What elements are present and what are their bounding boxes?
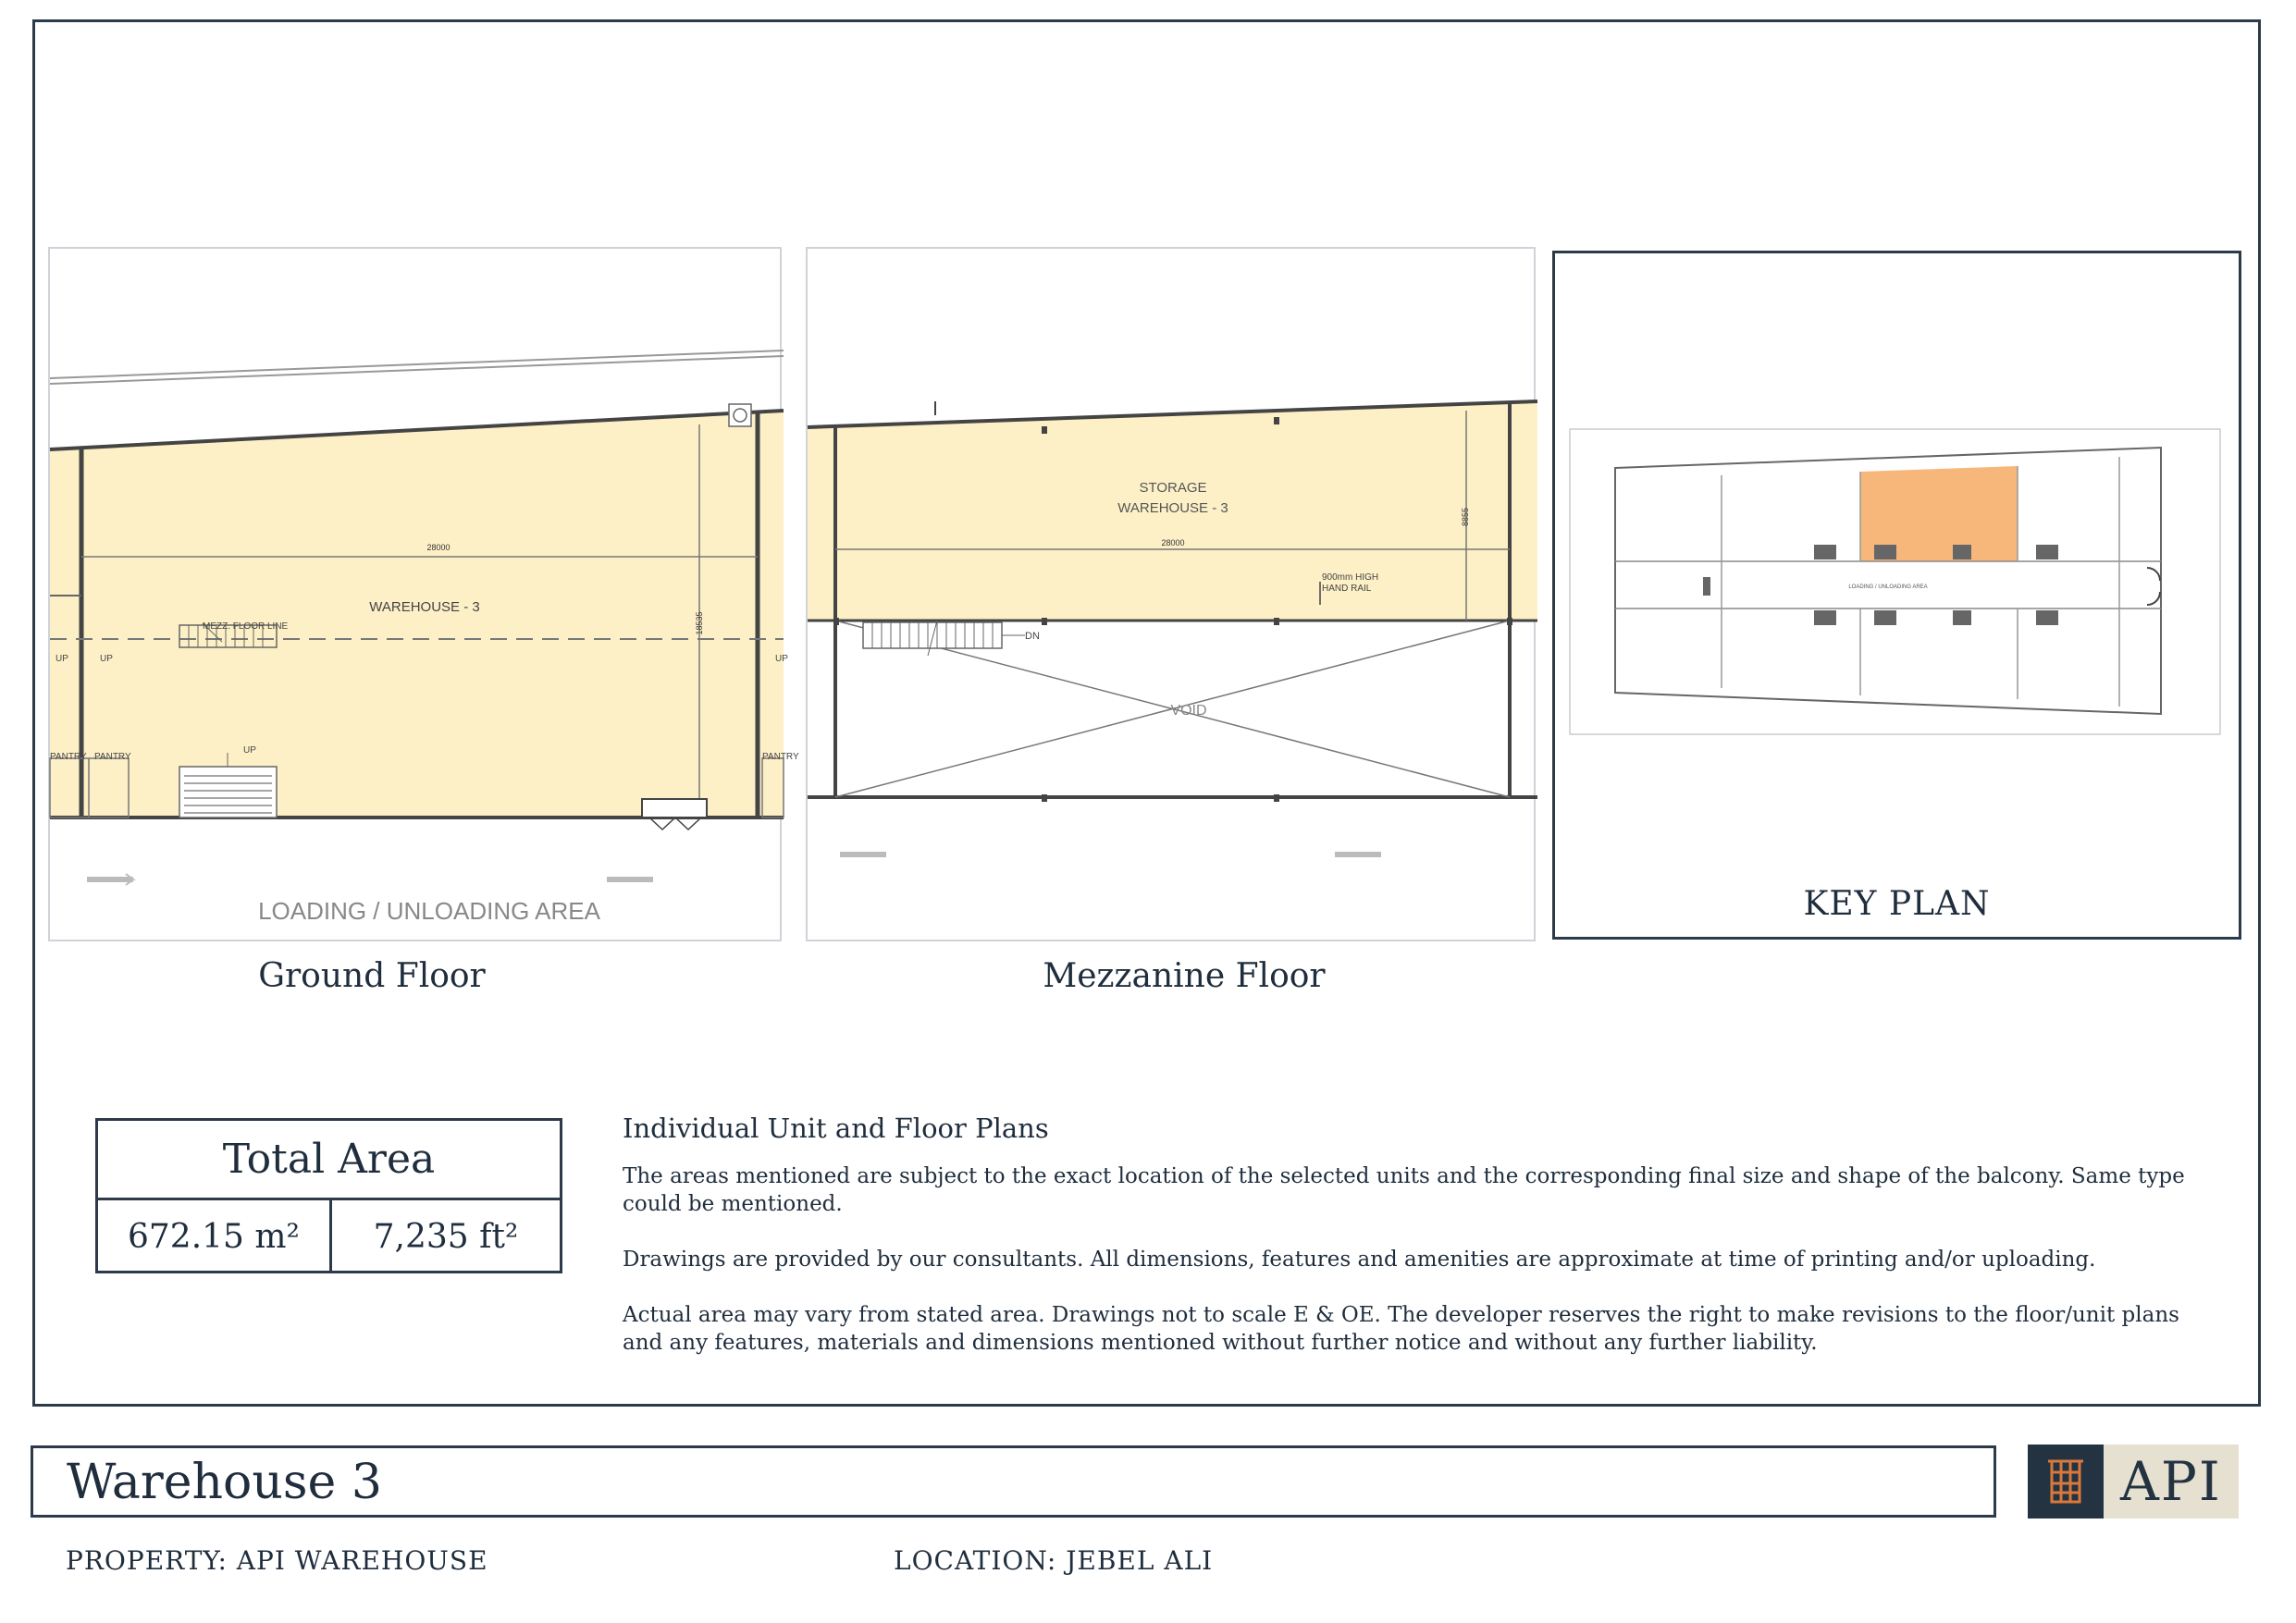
unit-title: Warehouse 3 xyxy=(67,1455,382,1510)
hand-rail-label-2: HAND RAIL xyxy=(1322,584,1372,594)
location-label: LOCATION: JEBEL ALI xyxy=(894,1545,1214,1576)
pantry-right-label: PANTRY xyxy=(762,752,799,762)
key-plan xyxy=(1552,251,2241,940)
key-plan-loading-label: LOADING / UNLOADING AREA xyxy=(1848,584,1928,590)
mezzanine-floor-drawing xyxy=(808,249,1537,943)
hand-rail-label-1: 900mm HIGH xyxy=(1322,572,1379,583)
mezz-floor-line-label: MEZZ. FLOOR LINE xyxy=(203,621,289,632)
key-plan-caption: KEY PLAN xyxy=(1803,885,1991,923)
ground-up-left: UP xyxy=(56,654,68,664)
api-logo xyxy=(2028,1445,2239,1518)
mezzanine-floor-plan xyxy=(806,247,1536,941)
key-plan-drawing xyxy=(1555,253,2244,942)
ground-loading-label: LOADING / UNLOADING AREA xyxy=(258,897,600,925)
notes-paragraph-1: The areas mentioned are subject to the exact location of the selected units and the corresponding final size and shape of the balcony. Same type could be mentioned. xyxy=(623,1164,2185,1216)
ground-floor-drawing xyxy=(50,249,799,943)
ground-floor-plan xyxy=(48,247,799,941)
total-area-box xyxy=(95,1118,562,1273)
ground-dim-depth: 18535 xyxy=(695,611,704,635)
mezz-dn-label: DN xyxy=(1025,631,1040,642)
ground-dim-width: 28000 xyxy=(426,543,451,552)
logo-building-icon xyxy=(2028,1445,2104,1518)
total-area-title: Total Area xyxy=(98,1121,560,1200)
property-label: PROPERTY: API WAREHOUSE xyxy=(66,1545,488,1576)
notes-heading: Individual Unit and Floor Plans xyxy=(623,1113,1049,1144)
logo-text: API xyxy=(2120,1450,2222,1513)
unit-title-box xyxy=(31,1445,1996,1518)
ground-floor-caption: Ground Floor xyxy=(258,957,486,995)
area-sqm: 672.15 m² xyxy=(128,1218,300,1256)
pantry-mid-label: PANTRY xyxy=(94,752,131,762)
mezz-storage-label: STORAGE xyxy=(1139,480,1207,496)
ground-up-mid: UP xyxy=(100,654,113,664)
mezz-dim-width: 28000 xyxy=(1161,538,1185,547)
notes-paragraph-2: Drawings are provided by our consultants. All dimensions, features and amenities are approximate at time of printing and/or uploading. xyxy=(623,1248,2096,1272)
area-sqft: 7,235 ft² xyxy=(373,1218,519,1256)
mezz-warehouse-label: WAREHOUSE - 3 xyxy=(1117,500,1228,516)
mezz-dim-depth: 8855 xyxy=(1461,507,1470,527)
pantry-left-label: PANTRY xyxy=(50,752,87,762)
mezzanine-floor-caption: Mezzanine Floor xyxy=(1043,957,1326,995)
ground-up-right: UP xyxy=(775,654,788,664)
disclaimer-notes xyxy=(623,1114,2214,1384)
ground-up-stair: UP xyxy=(243,745,256,756)
ground-warehouse-label: WAREHOUSE - 3 xyxy=(369,599,480,615)
void-label: VOID xyxy=(1170,703,1207,719)
notes-paragraph-3: Actual area may vary from stated area. Drawings not to scale E & OE. The developer reserves the right to make revisions to the floor/unit plans and any features, materials and dimensions mentioned without further notice and without any further liability. xyxy=(623,1303,2179,1355)
